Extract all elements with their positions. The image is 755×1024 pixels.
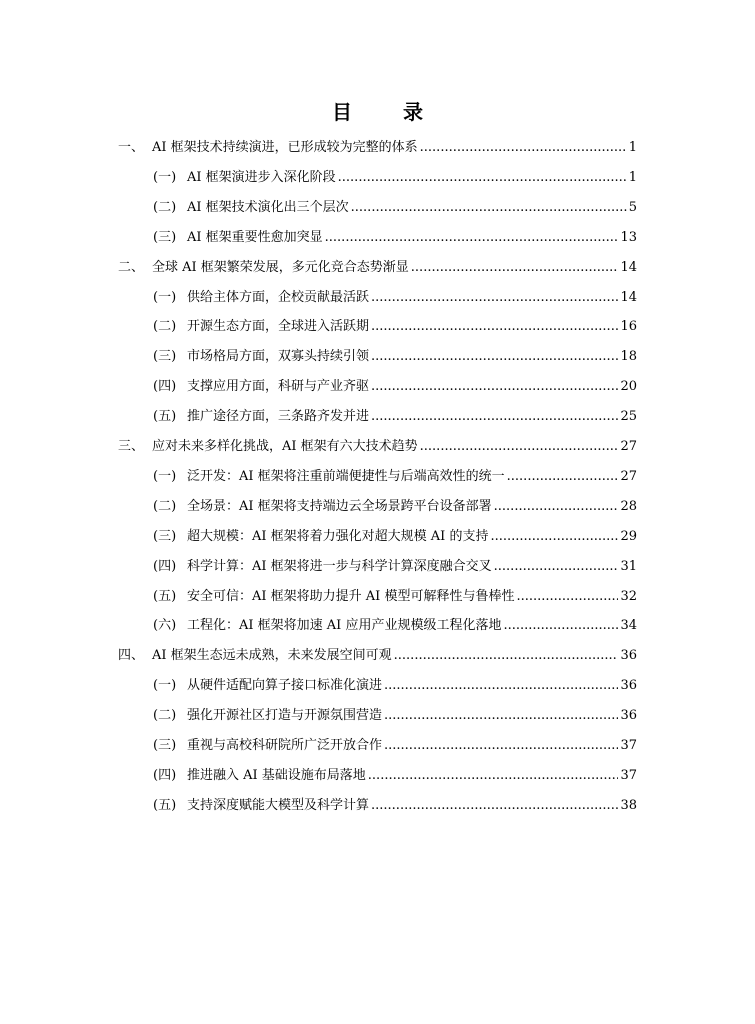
- toc-page-number: 27: [620, 468, 637, 484]
- toc-section-entry[interactable]: [153, 497, 637, 517]
- toc-dot-leader: [420, 437, 619, 457]
- toc-entry-label: 全球 AI 框架繁荣发展，多元化竞合态势渐显: [152, 259, 409, 275]
- toc-entry-label: 推广途径方面，三条路齐发并进: [187, 409, 370, 425]
- toc-entry-number: (一): [153, 289, 177, 305]
- toc-entry-label: AI 框架技术持续演进，已形成较为完整的体系: [152, 140, 418, 155]
- toc-entry-number: (六): [153, 618, 177, 634]
- toc-page-number: 14: [620, 259, 637, 275]
- toc-entry-label: 供给主体方面，企校贡献最活跃: [187, 289, 370, 305]
- toc-entry-number: (二): [153, 319, 177, 335]
- toc-dot-leader: [384, 706, 618, 726]
- toc-page-number: 13: [620, 229, 637, 245]
- toc-section-entry[interactable]: [153, 557, 637, 577]
- toc-entry-number: (一): [153, 169, 177, 185]
- toc-dot-leader: [411, 258, 619, 278]
- toc-page-number: 36: [620, 648, 637, 664]
- toc-entry-label: 安全可信：AI 框架将助力提升 AI 模型可解释性与鲁棒性: [187, 588, 515, 604]
- toc-section-entry[interactable]: [153, 616, 637, 636]
- toc-entry-label: 开源生态方面，全球进入活跃期: [187, 319, 370, 335]
- toc-page-number: 29: [620, 528, 637, 544]
- toc-page-number: 1: [628, 140, 637, 155]
- toc-entry-label: 全场景：AI 框架将支持端边云全场景跨平台设备部署: [187, 498, 492, 514]
- toc-section-entry[interactable]: [153, 467, 637, 487]
- toc-entry-label: AI 框架生态远未成熟，未来发展空间可观: [152, 648, 392, 664]
- toc-section-entry[interactable]: [153, 347, 637, 367]
- toc-dot-leader: [371, 317, 618, 337]
- toc-entry-number: (二): [153, 199, 177, 215]
- toc-section-entry[interactable]: [153, 676, 637, 696]
- toc-entry-number: 三、: [118, 439, 145, 454]
- toc-entry-number: (一): [153, 468, 177, 484]
- toc-page-number: 37: [620, 767, 637, 783]
- toc-section-entry[interactable]: [153, 407, 637, 427]
- toc-section-entry[interactable]: [153, 527, 637, 547]
- toc-entry-number: (五): [153, 797, 177, 813]
- toc-entry-number: (三): [153, 229, 177, 245]
- toc-entry-label: 应对未来多样化挑战，AI 框架有六大技术趋势: [152, 439, 418, 454]
- toc-section-entry[interactable]: [153, 736, 637, 756]
- toc-dot-leader: [371, 796, 618, 816]
- toc-entry-label: AI 框架演进步入深化阶段: [187, 169, 336, 185]
- toc-dot-leader: [371, 288, 618, 308]
- toc-section-entry[interactable]: [153, 766, 637, 786]
- toc-page-number: 27: [620, 439, 637, 454]
- toc-page-number: 31: [620, 558, 637, 574]
- toc-chapter-entry[interactable]: [118, 437, 637, 457]
- toc-page-number: 37: [620, 738, 637, 753]
- toc-entry-number: (五): [153, 588, 177, 604]
- toc-dot-leader: [325, 228, 619, 248]
- toc-dot-leader: [503, 616, 618, 636]
- toc-page-number: 34: [620, 618, 637, 634]
- toc-dot-leader: [338, 168, 627, 188]
- toc-dot-leader: [494, 557, 619, 577]
- toc-page-number: 5: [628, 199, 637, 215]
- toc-chapter-entry[interactable]: [118, 138, 637, 158]
- toc-chapter-entry[interactable]: [118, 646, 637, 666]
- toc-section-entry[interactable]: [153, 706, 637, 726]
- toc-dot-leader: [507, 467, 619, 487]
- toc-entry-number: (四): [153, 379, 177, 395]
- toc-page-number: 14: [620, 289, 637, 305]
- toc-entry-number: (三): [153, 528, 177, 544]
- toc-page-number: 20: [620, 379, 637, 395]
- page-title: 目 录: [332, 100, 445, 124]
- toc-section-entry[interactable]: [153, 288, 637, 308]
- toc-entry-number: (二): [153, 708, 177, 724]
- toc-dot-leader: [384, 676, 618, 696]
- toc-dot-leader: [490, 527, 618, 547]
- toc-dot-leader: [384, 736, 618, 756]
- toc-section-entry[interactable]: [153, 228, 637, 248]
- toc-page-number: 38: [620, 797, 637, 813]
- toc-page-number: 36: [620, 708, 637, 724]
- toc-dot-leader: [371, 377, 618, 397]
- toc-entry-number: 一、: [118, 140, 145, 155]
- toc-entry-number: (三): [153, 738, 177, 753]
- toc-page-number: 36: [620, 678, 637, 694]
- toc-entry-number: (四): [153, 558, 177, 574]
- toc-section-entry[interactable]: [153, 168, 637, 188]
- toc-entry-number: (一): [153, 678, 177, 694]
- toc-entry-label: AI 框架重要性愈加突显: [187, 229, 323, 245]
- toc-section-entry[interactable]: [153, 317, 637, 337]
- toc-page-number: 18: [620, 349, 637, 365]
- toc-entry-label: 市场格局方面，双寡头持续引领: [187, 349, 370, 365]
- toc-entry-label: 重视与高校科研院所广泛开放合作: [187, 738, 383, 753]
- toc-page-number: 25: [620, 409, 637, 425]
- toc-entry-number: (三): [153, 349, 177, 365]
- toc-dot-leader: [371, 407, 618, 427]
- toc-dot-leader: [420, 138, 627, 158]
- toc-page-number: 32: [620, 588, 637, 604]
- toc-entry-label: AI 框架技术演化出三个层次: [187, 199, 349, 215]
- toc-entry-number: 二、: [118, 259, 145, 275]
- toc-page-number: 28: [620, 498, 637, 514]
- toc-entry-label: 科学计算：AI 框架将进一步与科学计算深度融合交叉: [187, 558, 492, 574]
- toc-dot-leader: [494, 497, 619, 517]
- toc-entry-number: 四、: [118, 648, 145, 664]
- toc-entry-label: 从硬件适配向算子接口标准化演进: [187, 678, 383, 694]
- toc-entry-label: 支持深度赋能大模型及科学计算: [187, 797, 370, 813]
- toc-entry-number: (五): [153, 409, 177, 425]
- toc-entry-label: 超大规模：AI 框架将着力强化对超大规模 AI 的支持: [187, 528, 489, 544]
- toc-dot-leader: [394, 646, 619, 666]
- toc-entry-label: 强化开源社区打造与开源氛围营造: [187, 708, 383, 724]
- toc-section-entry[interactable]: [153, 377, 637, 397]
- toc-entry-label: 泛开发：AI 框架将注重前端便捷性与后端高效性的统一: [187, 468, 505, 484]
- toc-entry-number: (四): [153, 767, 177, 783]
- toc-section-entry[interactable]: [153, 796, 637, 816]
- toc-entry-label: 推进融入 AI 基础设施布局落地: [187, 767, 366, 783]
- toc-dot-leader: [368, 766, 619, 786]
- toc-page-number: 16: [620, 319, 637, 335]
- toc-dot-leader: [516, 587, 618, 607]
- toc-chapter-entry[interactable]: [118, 258, 637, 278]
- toc-section-entry[interactable]: [153, 587, 637, 607]
- toc-entry-number: (二): [153, 498, 177, 514]
- toc-dot-leader: [351, 198, 627, 218]
- toc-dot-leader: [371, 347, 618, 367]
- toc-section-entry[interactable]: [153, 198, 637, 218]
- toc-entry-label: 支撑应用方面，科研与产业齐驱: [187, 379, 370, 395]
- toc-page-number: 1: [628, 169, 637, 185]
- toc-entry-label: 工程化：AI 框架将加速 AI 应用产业规模级工程化落地: [187, 618, 502, 634]
